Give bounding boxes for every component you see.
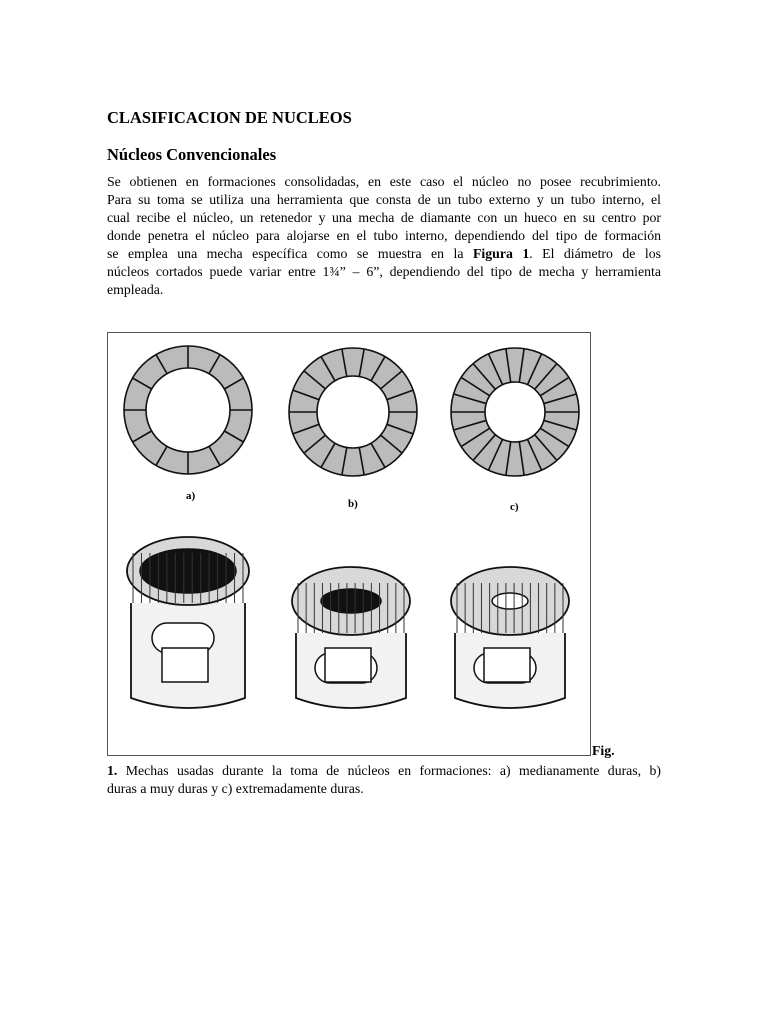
label-c: c) (510, 501, 519, 513)
figure-number: 1. (107, 763, 118, 778)
paragraph-line: Se obtienen en formaciones consolidadas, en este caso el núcleo no posee recubrimiento. (107, 174, 661, 189)
caption-line (107, 762, 661, 780)
figure-reference: Figura 1 (472, 246, 530, 261)
figure-label: Fig. (592, 743, 615, 758)
paragraph-line: Para su toma se utiliza una herramienta que consta de un tubo externo y un tubo interno, el (107, 192, 661, 207)
paragraph-text: se emplea una mecha específica como se muestra en la (107, 246, 473, 261)
bit-side-b (292, 567, 410, 708)
paragraph-line: empleada. (107, 282, 164, 297)
core-bits-illustration (108, 333, 592, 757)
bit-face-b (289, 348, 417, 476)
paragraph-line: cual recibe el núcleo, un retenedor y una mecha de diamante con un hueco en su centro por (107, 210, 661, 225)
bit-side-a (127, 537, 249, 708)
figure-core-bits (107, 332, 591, 756)
paragraph-text: . El diámetro de los (529, 246, 662, 261)
bit-side-views (127, 537, 569, 708)
label-a: a) (186, 490, 196, 502)
bit-face-c (451, 348, 579, 476)
label-b: b) (348, 498, 358, 510)
bit-face-views (124, 346, 579, 476)
paragraph-line: núcleos cortados puede variar entre 1¾” – 6”, dependiendo del tipo de mecha y herramienta (107, 264, 661, 279)
page-heading: CLASIFICACION DE NUCLEOS (107, 108, 352, 127)
caption-text: Mechas usadas durante la toma de núcleos en formaciones: a) medianamente duras, b) (117, 763, 661, 778)
caption-line: duras a muy duras y c) extremadamente duras. (107, 781, 364, 796)
bit-side-c (451, 567, 569, 708)
paragraph-line: donde penetra el núcleo para alojarse en el tubo interno, dependiendo del tipo de formación (107, 228, 661, 243)
section-heading: Núcleos Convencionales (107, 145, 277, 164)
body-paragraph (107, 173, 661, 299)
paragraph-line (107, 245, 661, 263)
figure-caption (107, 762, 661, 798)
bit-face-a (124, 346, 252, 474)
